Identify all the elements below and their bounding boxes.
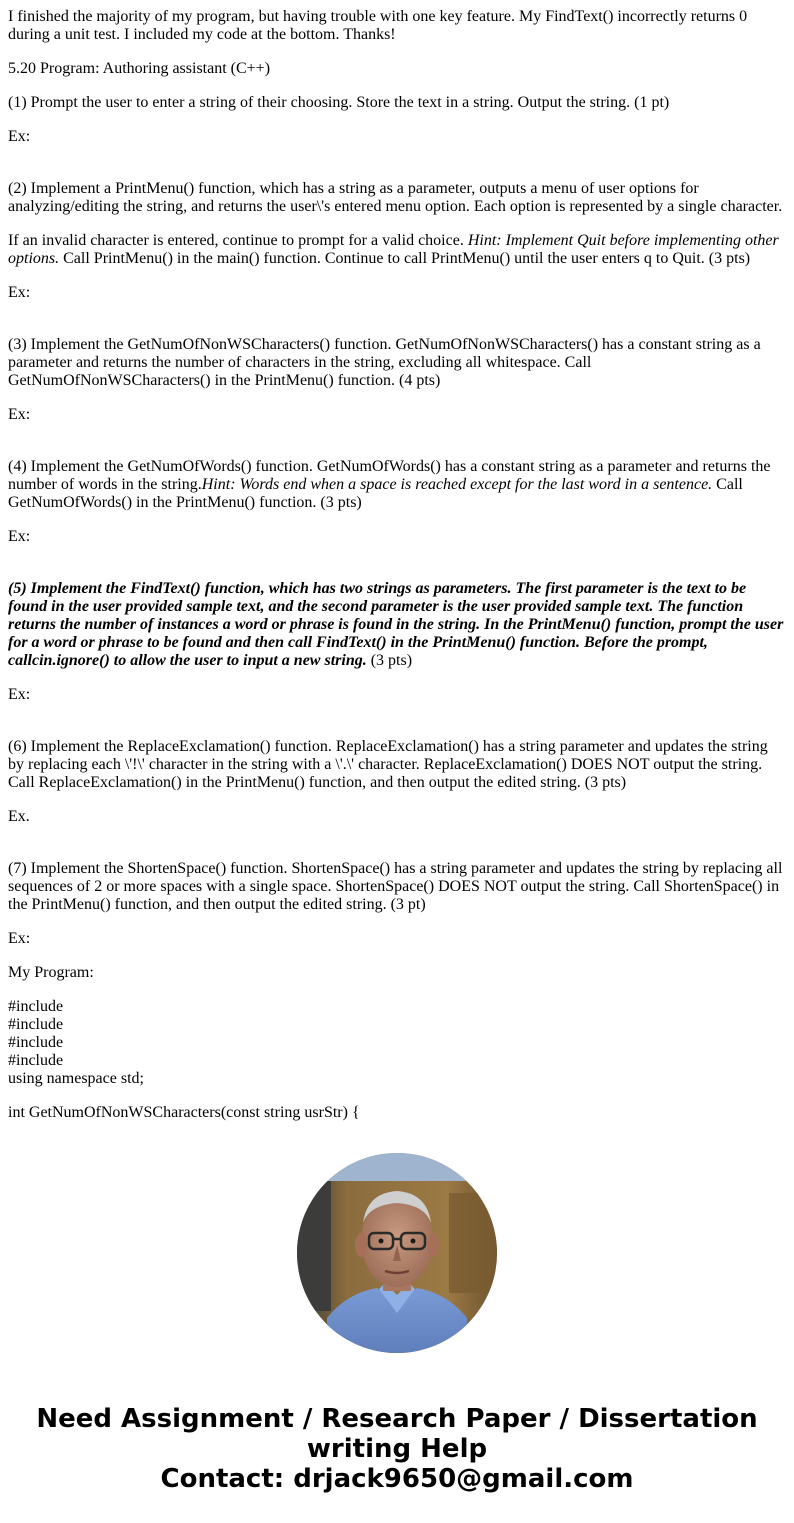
question-document — [8, 8, 786, 1123]
promo-contact: Contact: drjack9650@gmail.com — [160, 1464, 634, 1494]
example-label-4: Ex: — [8, 528, 31, 545]
example-label-1: Ex: — [8, 128, 31, 145]
step-1: (1) Prompt the user to enter a string of their choosing. Store the text in a string. Output the string. (1 pt) — [8, 94, 670, 111]
code-line-cut-off: int GetNumOfNonWSCharacters(const string usrStr) { — [8, 1104, 360, 1121]
code-line: using namespace std; — [8, 1070, 144, 1087]
step-5 — [8, 580, 786, 670]
step-5-points: (3 pts) — [366, 652, 413, 669]
step-2-hint: Hint: Implement Quit before implementing other options. — [8, 232, 779, 267]
step-2-continued — [8, 232, 786, 268]
step-4-text-pre: (4) Implement the GetNumOfWords() function. GetNumOfWords() has a constant string as a parameter and returns the number of words in the string. — [8, 458, 771, 493]
step-2: (2) Implement a PrintMenu() function, which has a string as a parameter, outputs a menu of user options for analyzing/editing the string, and returns the user\'s entered menu option. Each option is represented by a single character. — [8, 180, 783, 215]
step-5-emphasis: (5) Implement the FindText() function, which has two strings as parameters. The first parameter is the text to be found in the user provided sample text, and the second parameter is the user provided sample text. The function returns the number of instances a word or phrase is found in the string. In the PrintMenu() function, prompt the user for a word or phrase to be found and then call FindText() in the PrintMenu() function. Before the prompt, callcin.ignore() to allow the user to input a new string. — [8, 580, 784, 669]
step-4-text-post: Call GetNumOfWords() in the PrintMenu() function. (3 pts) — [8, 476, 743, 511]
person-photo-icon — [297, 1153, 497, 1353]
step-4-hint: Hint: Words end when a space is reached except for the last word in a sentence. — [201, 476, 713, 493]
step-3: (3) Implement the GetNumOfNonWSCharacters() function. GetNumOfNonWSCharacters() has a constant string as a parameter and returns the number of characters in the string, excluding all whitespace. Call GetNumOfNonWSCharacters() in the PrintMenu() function. (4 pts) — [8, 336, 761, 389]
example-label-7: Ex: — [8, 930, 31, 947]
example-label-3: Ex: — [8, 406, 31, 423]
code-line: #include — [8, 998, 64, 1015]
code-line: #include — [8, 1034, 64, 1051]
my-program-label: My Program: — [8, 964, 94, 981]
assignment-title: 5.20 Program: Authoring assistant (C++) — [8, 60, 271, 77]
step-6: (6) Implement the ReplaceExclamation() function. ReplaceExclamation() has a string parameter and updates the string by replacing each \'!\' character in the string with a \'.\' character. ReplaceExclamation() DOES NOT output the string. Call ReplaceExclamation() in the PrintMenu() function, and then output the edited string. (3 pts) — [8, 738, 768, 791]
promo-banner — [0, 1404, 794, 1494]
code-line: #include — [8, 1052, 64, 1069]
example-label-2: Ex: — [8, 284, 31, 301]
avatar — [297, 1153, 497, 1353]
step-7: (7) Implement the ShortenSpace() function. ShortenSpace() has a string parameter and updates the string by replacing all sequences of 2 or more spaces with a single space. ShortenSpace() DOES NOT output the string. Call ShortenSpace() in the PrintMenu() function, and then output the edited string. (3 pt) — [8, 860, 783, 913]
code-line: #include — [8, 1016, 64, 1033]
step-4 — [8, 458, 786, 512]
step-2-text-post: Call PrintMenu() in the main() function. Continue to call PrintMenu() until the user enters q to Quit. (3 pts) — [59, 250, 751, 267]
example-label-5: Ex: — [8, 686, 31, 703]
code-block — [8, 998, 786, 1088]
step-2-text-pre: If an invalid character is entered, continue to prompt for a valid choice. — [8, 232, 468, 249]
promo-line-2: writing Help — [306, 1434, 488, 1464]
promo-line-1: Need Assignment / Research Paper / Dissertation — [36, 1404, 758, 1434]
example-label-6: Ex. — [8, 808, 30, 825]
intro-text: I finished the majority of my program, but having trouble with one key feature. My FindText() incorrectly returns 0 during a unit test. I included my code at the bottom. Thanks! — [8, 8, 748, 43]
